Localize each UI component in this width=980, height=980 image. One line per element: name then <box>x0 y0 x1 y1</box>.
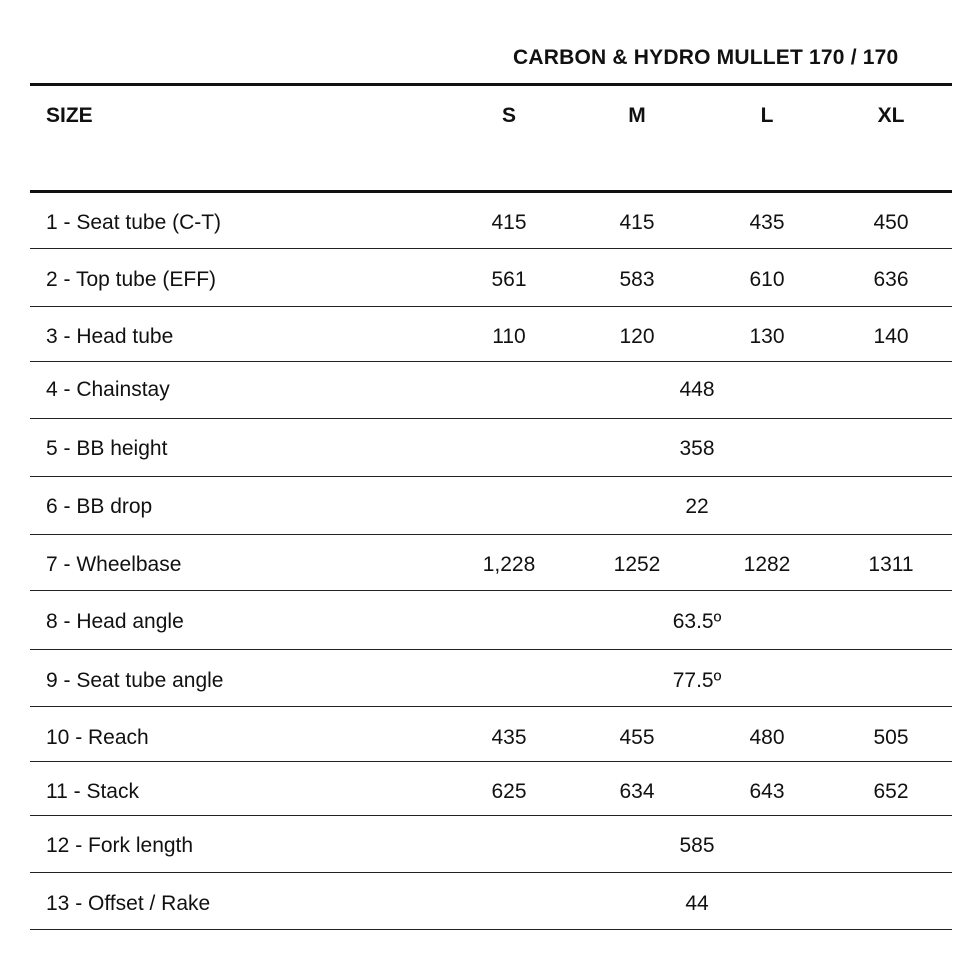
row-divider <box>30 815 952 816</box>
size-header-xl: XL <box>877 104 905 127</box>
size-header-m: M <box>628 104 646 127</box>
value-cell-m: 120 <box>619 325 655 348</box>
row-label: 12 - Fork length <box>46 834 194 857</box>
row-label: 11 - Stack <box>46 780 139 803</box>
value-cell-xl: 505 <box>873 726 909 749</box>
size-label: SIZE <box>46 104 93 127</box>
row-label: 8 - Head angle <box>46 610 184 633</box>
size-header-s: S <box>501 104 516 127</box>
row-divider <box>30 761 952 762</box>
row-divider <box>30 361 952 362</box>
row-label: 5 - BB height <box>46 437 168 460</box>
row-label: 4 - Chainstay <box>46 378 170 401</box>
value-cell-l: 130 <box>749 325 785 348</box>
row-label: 2 - Top tube (EFF) <box>46 268 217 291</box>
shared-value-cell: 63.5º <box>672 610 722 633</box>
row-divider <box>30 872 952 873</box>
value-cell-xl: 1311 <box>868 553 914 576</box>
value-cell-xl: 652 <box>873 780 909 803</box>
value-cell-l: 480 <box>749 726 785 749</box>
value-cell-s: 1,228 <box>482 553 536 576</box>
value-cell-s: 415 <box>491 211 527 234</box>
row-divider <box>30 248 952 249</box>
row-label: 3 - Head tube <box>46 325 174 348</box>
value-cell-l: 643 <box>749 780 785 803</box>
value-cell-s: 625 <box>491 780 527 803</box>
row-divider <box>30 534 952 535</box>
value-cell-xl: 450 <box>873 211 909 234</box>
value-cell-xl: 636 <box>873 268 909 291</box>
value-cell-m: 415 <box>619 211 655 234</box>
value-cell-xl: 140 <box>873 325 909 348</box>
row-label: 10 - Reach <box>46 726 149 749</box>
row-divider <box>30 306 952 307</box>
shared-value-cell: 448 <box>679 378 715 401</box>
shared-value-cell: 585 <box>679 834 715 857</box>
shared-value-cell: 358 <box>679 437 715 460</box>
size-header-row <box>30 100 952 132</box>
row-label: 7 - Wheelbase <box>46 553 182 576</box>
row-label: 1 - Seat tube (C-T) <box>46 211 222 234</box>
row-label: 13 - Offset / Rake <box>46 892 211 915</box>
shared-value-cell: 77.5º <box>672 669 722 692</box>
value-cell-s: 561 <box>491 268 527 291</box>
value-cell-l: 435 <box>749 211 785 234</box>
header-top-rule <box>30 83 952 86</box>
row-label: 9 - Seat tube angle <box>46 669 224 692</box>
value-cell-m: 455 <box>619 726 655 749</box>
row-divider <box>30 418 952 419</box>
value-cell-l: 610 <box>749 268 785 291</box>
value-cell-s: 110 <box>492 325 526 348</box>
row-divider <box>30 649 952 650</box>
value-cell-s: 435 <box>491 726 527 749</box>
value-cell-m: 583 <box>619 268 655 291</box>
shared-value-cell: 44 <box>685 892 709 915</box>
row-divider <box>30 476 952 477</box>
value-cell-l: 1282 <box>743 553 791 576</box>
value-cell-m: 634 <box>619 780 655 803</box>
row-divider <box>30 929 952 930</box>
row-divider <box>30 706 952 707</box>
size-header-l: L <box>760 104 774 127</box>
model-title: CARBON & HYDRO MULLET 170 / 170 <box>513 46 899 69</box>
row-label: 6 - BB drop <box>46 495 153 518</box>
header-bottom-rule <box>30 190 952 193</box>
value-cell-m: 1252 <box>613 553 661 576</box>
shared-value-cell: 22 <box>685 495 709 518</box>
row-divider <box>30 590 952 591</box>
